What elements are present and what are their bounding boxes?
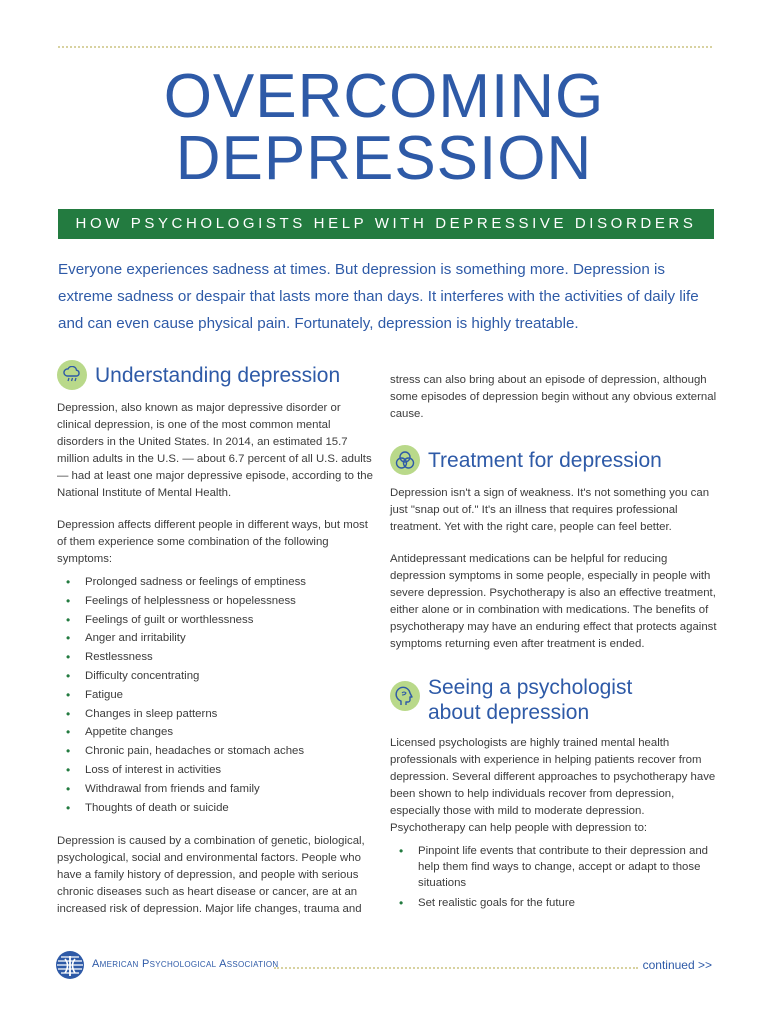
psychologist-title-line-2: about depression xyxy=(428,701,590,724)
psychologist-paragraph-1: Licensed psychologists are highly trained mental health professionals with experience in helping patients recover from depression. Several different approaches to psychotherapy have been shown to help individuals recover from depression, especially those with mild to moderate depression. Psychotherapy can help people with depression to: xyxy=(390,737,716,834)
psychologist-bullet-list xyxy=(390,843,720,911)
list-item: • Changes in sleep patterns xyxy=(57,705,377,724)
understanding-heading xyxy=(57,360,377,390)
understanding-title: Understanding depression xyxy=(95,363,341,387)
list-item: • Feelings of helplessness or hopelessness xyxy=(57,592,377,611)
list-item: • Anger and irritability xyxy=(57,629,377,648)
treatment-heading xyxy=(390,445,720,475)
list-item: • Chronic pain, headaches or stomach aches xyxy=(57,742,377,761)
psychologist-title xyxy=(428,675,632,725)
organization-name: American Psychological Association xyxy=(92,958,279,970)
title-line-1: OVERCOMING xyxy=(163,62,605,131)
list-item: • Pinpoint life events that contribute to their depression and help them find ways to change, accept or adapt to those situations xyxy=(390,843,720,891)
treatment-title: Treatment for depression xyxy=(428,448,662,472)
treatment-paragraph-1: Depression isn't a sign of weakness. It's not something you can just "snap out of." It's an illness that requires professional treatment. Yet with the right care, people can feel better. xyxy=(390,487,710,533)
understanding-paragraph-2: Depression affects different people in different ways, but most of them experience some combination of the following symptoms: xyxy=(57,519,368,565)
continued-link[interactable]: continued >> xyxy=(642,958,712,972)
apa-globe-logo xyxy=(55,950,85,980)
page-title xyxy=(0,62,768,193)
subtitle-banner: HOW PSYCHOLOGISTS HELP WITH DEPRESSIVE DISORDERS xyxy=(58,209,714,239)
psychologist-title-line-1: Seeing a psychologist xyxy=(428,676,633,699)
overlapping-circles-icon xyxy=(390,445,420,475)
list-item: • Set realistic goals for the future xyxy=(390,895,720,911)
right-column xyxy=(390,372,720,915)
cloud-rain-icon xyxy=(57,360,87,390)
intro-paragraph: Everyone experiences sadness at times. But depression is something more. Depression is extreme sadness or despair that lasts more than days. It interferes with the activities of daily life and can even cause physical pain. Fortunately, depression is highly treatable. xyxy=(58,261,699,332)
title-line-2: DEPRESSION xyxy=(175,124,593,193)
list-item: • Prolonged sadness or feelings of emptiness xyxy=(57,573,377,592)
treatment-paragraph-2: Antidepressant medications can be helpful for reducing depression symptoms in some people, especially in people with severe depression. Psychotherapy is also an effective treatment, either alone or in combination with medications. The benefits of psychotherapy may have an enduring effect that protects against symptoms returning even after treatment is ended. xyxy=(390,553,717,650)
left-column xyxy=(57,360,377,918)
list-item: • Feelings of guilt or worthlessness xyxy=(57,611,377,630)
list-item: • Loss of interest in activities xyxy=(57,761,377,780)
understanding-paragraph-1: Depression, also known as major depressive disorder or clinical depression, is one of the most common mental disorders in the United States. In 2014, an estimated 15.7 million adults in the U.S. — about 6.7 percent of all U.S. adults — had at least one major depressive episode, according to the National Institute of Mental Health. xyxy=(57,402,373,499)
understanding-paragraph-3: Depression is caused by a combination of genetic, biological, psychological, social and environmental factors. People who have a family history of depression, and people with serious chronic diseases such as heart disease or cancer, are at an increased risk of depression. Major life changes, trauma and xyxy=(57,835,365,916)
continuation-paragraph: stress can also bring about an episode of depression, although some episodes of depression begin without any obvious external cause. xyxy=(390,374,717,420)
list-item: • Thoughts of death or suicide xyxy=(57,799,377,818)
footer-dotted-rule xyxy=(274,967,638,969)
list-item: • Restlessness xyxy=(57,648,377,667)
list-item: • Withdrawal from friends and family xyxy=(57,780,377,799)
symptoms-list xyxy=(57,573,377,817)
top-dotted-rule xyxy=(58,46,712,48)
head-profile-icon xyxy=(390,681,420,711)
list-item: • Difficulty concentrating xyxy=(57,667,377,686)
psychologist-heading xyxy=(390,675,720,725)
list-item: • Fatigue xyxy=(57,686,377,705)
list-item: • Appetite changes xyxy=(57,723,377,742)
